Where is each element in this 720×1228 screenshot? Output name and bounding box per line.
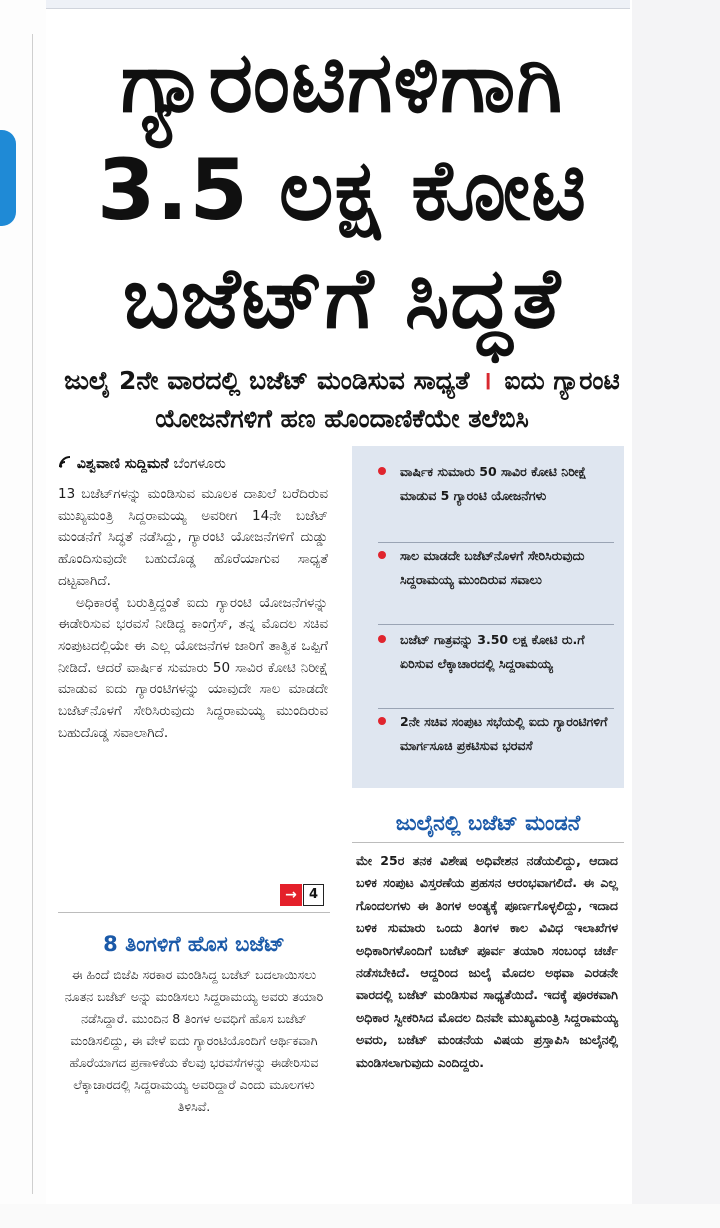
highlight-divider xyxy=(378,708,614,709)
adjacent-page-blue-mark xyxy=(0,130,16,226)
continued-page-number: 4 xyxy=(303,884,324,906)
byline-place: ಬೆಂಗಳೂರು xyxy=(173,456,226,472)
highlights-box xyxy=(352,446,624,788)
subheadline-separator: । xyxy=(482,366,492,395)
bullet-dot-icon xyxy=(378,551,386,559)
arrow-right-icon: → xyxy=(280,884,302,906)
highlight-divider xyxy=(378,542,614,543)
divider xyxy=(58,912,330,913)
highlight-text: ಸಾಲ ಮಾಡದೇ ಬಜೆಟ್‌ನೊಳಗೆ ಸೇರಿಸಿರುವುದು ಸಿದ್ದರಾಮಯ್ಯ ಮುಂದಿರುವ ಸವಾಲು xyxy=(400,548,585,587)
highlight-item xyxy=(362,460,614,532)
headline-line-1: ಗ್ಯಾರಂಟಿಗಳಿಗಾಗಿ xyxy=(120,33,564,131)
right-story-text: ಮೇ 25ರ ತನಕ ವಿಶೇಷ ಅಧಿವೇಶನ ನಡೆಯಲಿದ್ದು, ಆದಾದ ಬಳಿಕ ಸಂಪುಟ ವಿಸ್ತರಣೆಯ ಪ್ರಹಸನ ಆರಂಭವಾಗಲಿದೆ. ಈ ಎಲ್ಲ ಗೊಂದಲಗಳು ಈ ತಿಂಗಳ ಅಂತ್ಯಕ್ಕೆ ಪೂರ್ಣಗೊಳ್ಳಲಿದ್ದು, ಇದಾದ ಬಳಿಕ ಸುಮಾರು ಒಂದು ತಿಂಗಳ ಕಾಲ ವಿವಿಧ ಇಲಾಖೆಗಳ ಅಧಿಕಾರಿಗಳೊಂದಿಗೆ ಬಜೆಟ್ ಪೂರ್ವ ತಯಾರಿ ಸಂಬಂಧ ಚರ್ಚೆ ನಡೆಸಬೇಕಿದೆ. ಆದ್ದರಿಂದ ಜುಲೈ ಮೊದಲ ಅಥವಾ ಎರಡನೇ ವಾರದಲ್ಲಿ ಬಜೆಟ್ ಮಂಡಿಸುವ ಸಾಧ್ಯತೆಯಿದೆ. ಇದಕ್ಕೆ ಪೂರಕವಾಗಿ ಅಧಿಕಾರ ಸ್ವೀಕರಿಸಿದ ಮೊದಲ ದಿನವೇ ಮುಖ್ಯಮಂತ್ರಿ ಸಿದ್ದರಾಮಯ್ಯ ಅವರು, ಬಜೆಟ್ ಮಂಡನೆಯ ವಿಷಯ ಪ್ರಸ್ತಾಪಿಸಿ ಜುಲೈನಲ್ಲಿ ಮಂಡಿಸಲಾಗುವುದು ಎಂದಿದ್ದರು. xyxy=(356,853,618,1070)
highlight-item xyxy=(362,710,614,782)
bullet-dot-icon xyxy=(378,467,386,475)
headline-line-3: ಬಜೆಟ್‌ಗೆ ಸಿದ್ಧತೆ xyxy=(122,249,562,347)
highlight-text: ಬಜೆಟ್ ಗಾತ್ರವನ್ನು 3.50 ಲಕ್ಷ ಕೋಟಿ ರು.ಗೆ ಏರಿಸುವ ಲೆಕ್ಕಾಚಾರದಲ್ಲಿ ಸಿದ್ದರಾಮಯ್ಯ xyxy=(400,632,585,671)
highlight-divider xyxy=(378,624,614,625)
headline xyxy=(52,28,632,352)
left-box-heading: 8 ತಿಂಗಳಿಗೆ ಹೊಸ ಬಜೆಟ್ xyxy=(103,932,285,956)
highlight-text: 2ನೇ ಸಚಿವ ಸಂಪುಟ ಸಭೆಯಲ್ಲಿ ಐದು ಗ್ಯಾರಂಟಿಗಳಿಗೆ ಮಾರ್ಗಸೂಚಿ ಪ್ರಕಟಿಸುವ ಭರವಸೆ xyxy=(400,714,608,753)
left-page-gutter xyxy=(0,0,46,1228)
lead-paragraph-1: 13 ಬಜೆಟ್‌ಗಳನ್ನು ಮಂಡಿಸುವ ಮೂಲಕ ದಾಖಲೆ ಬರೆದಿರುವ ಮುಖ್ಯಮಂತ್ರಿ ಸಿದ್ದರಾಮಯ್ಯ ಅವರೀಗ 14ನೇ ಬಜೆಟ್ ಮಂಡನೆಗೆ ಸಿದ್ಧತೆ ನಡೆಸಿದ್ದು, ಗ್ಯಾರಂಟಿ ಯೋಜನೆಗಳಿಗೆ ದುಡ್ಡು ಹೊಂದಿಸುವುದೇ ಬಹುದೊಡ್ಡ ಹೊರೆಯಾಗುವ ಸಾಧ್ಯತೆ ದಟ್ಟವಾಗಿದೆ. xyxy=(58,486,328,589)
subheadline xyxy=(52,362,632,438)
lead-paragraph-2: ಅಧಿಕಾರಕ್ಕೆ ಬರುತ್ತಿದ್ದಂತೆ ಐದು ಗ್ಯಾರಂಟಿ ಯೋಜನೆಗಳನ್ನು ಈಡೇರಿಸುವ ಭರವಸೆ ನೀಡಿದ್ದ ಕಾಂಗ್ರೆಸ್, ತನ್ನ ಮೊದಲ ಸಚಿವ ಸಂಪುಟದಲ್ಲಿಯೇ ಈ ಎಲ್ಲ ಯೋಜನೆಗಳ ಜಾರಿಗೆ ತಾತ್ವಿಕ ಒಪ್ಪಿಗೆ ನೀಡಿದೆ. ಆದರೆ ವಾರ್ಷಿಕ ಸುಮಾರು 50 ಸಾವಿರ ಕೋಟಿ ನಿರೀಕ್ಷೆ ಮಾಡುವ ಐದು ಗ್ಯಾರಂಟಿಗಳನ್ನು ಯಾವುದೇ ಸಾಲ ಮಾಡದೇ ಬಜೆಟ್‌ನೊಳಗೆ ಸೇರಿಸಿರುವುದು ಸಿದ್ದರಾಮಯ್ಯ ಮುಂದಿರುವ ಬಹುದೊಡ್ಡ ಸವಾಲಾಗಿದೆ. xyxy=(58,594,328,741)
bottom-page-edge xyxy=(0,1204,720,1228)
right-story-heading: ಜುಲೈನಲ್ಲಿ ಬಜೆಟ್ ಮಂಡನೆ xyxy=(395,811,581,835)
column-rule xyxy=(32,34,33,1194)
continued-on-page-marker[interactable] xyxy=(280,884,324,906)
divider xyxy=(352,842,624,843)
bullet-dot-icon xyxy=(378,635,386,643)
highlight-item xyxy=(362,544,614,616)
lead-story-body xyxy=(58,484,328,744)
byline-source: ವಿಶ್ವವಾಣಿ ಸುದ್ದಿಮನೆ xyxy=(76,456,169,472)
top-page-edge xyxy=(46,0,630,9)
byline xyxy=(58,456,338,472)
left-box-text: ಈ ಹಿಂದೆ ಬಿಜೆಪಿ ಸರಕಾರ ಮಂಡಿಸಿದ್ದ ಬಜೆಟ್ ಬದಲಾಯಿಸಲು ನೂತನ ಬಜೆಟ್ ಅನ್ನು ಮಂಡಿಸಲು ಸಿದ್ದರಾಮಯ್ಯ ಅವರು ತಯಾರಿ ನಡೆಸಿದ್ದಾರೆ. ಮುಂದಿನ 8 ತಿಂಗಳ ಅವಧಿಗೆ ಹೊಸ ಬಜೆಟ್ ಮಂಡಿಸಲಿದ್ದು, ಈ ವೇಳೆ ಐದು ಗ್ಯಾರಂಟಿಯೊಂದಿಗೆ ಆರ್ಥಿಕವಾಗಿ ಹೊರೆಯಾಗದ ಪ್ರಣಾಳಿಕೆಯ ಕೆಲವು ಭರವಸೆಗಳನ್ನು ಈಡೇರಿಸುವ ಲೆಕ್ಕಾಚಾರದಲ್ಲಿ ಸಿದ್ದರಾಮಯ್ಯ ಅವರಿದ್ದಾರೆ ಎಂದು ಮೂಲಗಳು ತಿಳಿಸಿವೆ. xyxy=(64,967,324,1114)
headline-line-2: 3.5 ಲಕ್ಷ ಕೋಟಿ xyxy=(96,141,588,239)
news-source-icon xyxy=(58,456,72,472)
bullet-dot-icon xyxy=(378,717,386,725)
subheadline-part-2: ಐದು ಗ್ಯಾರಂಟಿ ಯೋಜನೆಗಳಿಗೆ ಹಣ ಹೊಂದಾಣಿಕೆಯೇ ತಲೆಬಿಸಿ xyxy=(155,366,620,433)
subheadline-part-1: ಜುಲೈ 2ನೇ ವಾರದಲ್ಲಿ ಬಜೆಟ್ ಮಂಡಿಸುವ ಸಾಧ್ಯತೆ xyxy=(64,366,470,395)
highlight-text: ವಾರ್ಷಿಕ ಸುಮಾರು 50 ಸಾವಿರ ಕೋಟಿ ನಿರೀಕ್ಷೆ ಮಾಡುವ 5 ಗ್ಯಾರಂಟಿ ಯೋಜನೆಗಳು xyxy=(400,464,587,503)
left-box-body xyxy=(58,964,330,1118)
right-story-body xyxy=(356,850,618,1074)
right-page-margin xyxy=(632,0,720,1228)
highlight-item xyxy=(362,628,614,700)
